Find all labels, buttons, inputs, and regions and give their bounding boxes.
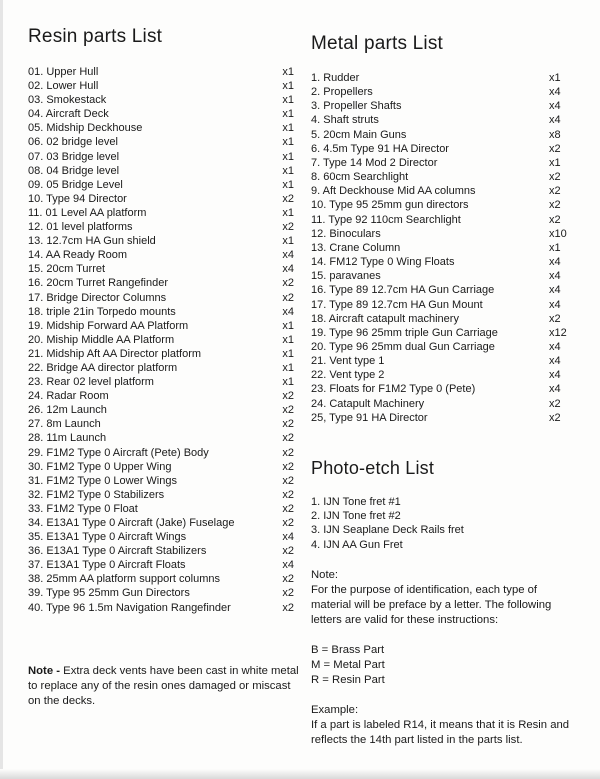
metal-part-row [311,99,571,113]
metal-part-row [311,241,571,255]
metal-part-name: 22. Vent type 2 [311,369,385,382]
identification-note [311,568,576,748]
resin-part-quantity: x2 [282,277,294,290]
resin-part-quantity: x1 [282,80,294,93]
resin-part-name: 39. Type 95 25mm Gun Directors [28,587,190,600]
resin-part-quantity: x2 [282,446,294,459]
metal-part-name: 13. Crane Column [311,241,401,254]
metal-part-row [311,283,571,297]
metal-part-name: 1. Rudder [311,72,360,84]
resin-part-row [28,234,296,248]
resin-part-quantity: x1 [282,164,294,177]
resin-part-name: 37. E13A1 Type 0 Aircraft Floats [28,559,186,572]
metal-part-quantity: x4 [549,100,561,113]
metal-part-quantity: x2 [549,213,561,226]
resin-part-row [28,319,296,333]
metal-part-quantity: x4 [549,270,561,283]
resin-part-name: 19. Midship Forward AA Platform [28,319,189,332]
metal-part-quantity: x8 [549,128,561,141]
resin-part-name: 34. E13A1 Type 0 Aircraft (Jake) Fuselage [28,517,235,529]
metal-part-row [311,85,571,99]
resin-part-row [28,192,296,206]
resin-part-quantity: x2 [282,291,294,304]
photoetch-list [311,495,576,552]
resin-part-row [28,417,296,431]
metal-part-name: 25, Type 91 HA Director [311,411,428,424]
resin-part-quantity: x2 [282,460,294,473]
resin-part-row [28,333,296,347]
metal-part-quantity: x4 [549,383,561,396]
metal-part-name: 21. Vent type 1 [311,355,385,368]
resin-part-row [28,361,296,375]
metal-part-name: 12. Binoculars [311,227,381,240]
resin-part-quantity: x1 [282,333,294,346]
metal-part-quantity: x1 [549,156,561,169]
resin-part-name: 27. 8m Launch [28,418,101,431]
metal-part-quantity: x2 [549,312,561,325]
resin-part-row [28,544,296,558]
resin-part-row [28,305,296,319]
metal-part-name: 19. Type 96 25mm triple Gun Carriage [311,326,498,339]
resin-part-row [28,530,296,544]
resin-part-name: 07. 03 Bridge level [28,150,120,163]
resin-part-quantity: x4 [282,531,294,544]
metal-part-name: 9. Aft Deckhouse Mid AA columns [311,185,476,198]
resin-part-name: 38. 25mm AA platform support columns [28,573,220,586]
resin-part-row [28,516,296,530]
resin-part-name: 04. Aircraft Deck [28,108,109,121]
metal-part-quantity: x2 [549,397,561,410]
resin-part-name: 35. E13A1 Type 0 Aircraft Wings [28,531,187,544]
metal-part-row [311,397,571,411]
metal-part-name: 15. paravanes [311,270,381,283]
resin-part-name: 13. 12.7cm HA Gun shield [28,235,156,248]
resin-part-name: 40. Type 96 1.5m Navigation Rangefinder [28,601,231,614]
metal-part-name: 6. 4.5m Type 91 HA Director [311,142,449,155]
metal-part-row [311,128,571,142]
resin-part-quantity: x2 [282,587,294,600]
resin-part-row [28,586,296,600]
metal-part-row [311,340,571,354]
resin-part-name: 28. 11m Launch [28,432,107,445]
metal-part-name: 3. Propeller Shafts [311,100,402,113]
resin-part-name: 29. F1M2 Type 0 Aircraft (Pete) Body [28,446,209,459]
resin-part-name: 32. F1M2 Type 0 Stabilizers [28,488,165,501]
resin-part-quantity: x2 [282,192,294,205]
metal-part-quantity: x2 [549,142,561,155]
metal-part-name: 14. FM12 Type 0 Wing Floats [311,256,455,269]
metal-parts-list [311,71,571,425]
resin-part-name: 08. 04 Bridge level [28,164,120,177]
resin-note [28,664,300,709]
metal-part-row [311,411,571,425]
resin-part-quantity: x2 [282,601,294,614]
metal-part-name: 16. Type 89 12.7cm HA Gun Carriage [311,284,495,297]
resin-part-quantity: x2 [282,418,294,431]
example-text: If a part is labeled R14, it means that it is Resin and reflects the 14th part listed in the parts list. [311,718,570,746]
resin-part-name: 09. 05 Bridge Level [28,178,123,191]
photoetch-section [311,458,576,748]
resin-part-quantity: x2 [282,404,294,417]
resin-part-row [28,375,296,389]
metal-part-name: 4. Shaft struts [311,114,379,127]
resin-part-row [28,121,296,135]
metal-part-row [311,368,571,382]
identification-note-label: Note: [311,568,339,581]
resin-part-name: 11. 01 Level AA platform [28,206,147,219]
resin-part-quantity: x2 [282,390,294,403]
metal-part-quantity: x4 [549,340,561,353]
metal-part-quantity: x1 [549,241,561,254]
resin-part-name: 31. F1M2 Type 0 Lower Wings [28,474,177,487]
metal-part-name: 10. Type 95 25mm gun directors [311,199,469,212]
resin-part-quantity: x2 [282,545,294,558]
resin-part-quantity: x1 [282,347,294,360]
resin-part-row [28,206,296,220]
resin-part-quantity: x1 [282,136,294,149]
resin-part-row [28,150,296,164]
code-brass: B = Brass Part [311,643,385,656]
resin-part-row [28,93,296,107]
resin-part-row [28,135,296,149]
resin-part-quantity: x2 [282,488,294,501]
resin-part-row [28,178,296,192]
metal-part-name: 24. Catapult Machinery [311,397,425,410]
metal-part-row [311,255,571,269]
resin-part-quantity: x4 [282,559,294,572]
resin-part-quantity: x4 [282,263,294,276]
resin-part-name: 01. Upper Hull [28,66,99,78]
metal-part-row [311,184,571,198]
resin-part-row [28,347,296,361]
resin-note-label: Note - [28,665,61,677]
resin-part-row [28,431,296,445]
resin-part-name: 12. 01 level platforms [28,221,133,234]
code-resin: R = Resin Part [311,673,385,686]
resin-part-quantity: x1 [282,206,294,219]
resin-part-quantity: x1 [282,108,294,121]
resin-part-quantity: x1 [282,178,294,191]
resin-part-name: 36. E13A1 Type 0 Aircraft Stabilizers [28,545,207,558]
resin-part-quantity: x2 [282,502,294,515]
metal-part-quantity: x1 [549,72,561,84]
identification-note-text: For the purpose of identification, each type of material will be preface by a letter. The following letters are valid for these instructions: [311,583,552,626]
metal-part-name: 20. Type 96 25mm dual Gun Carriage [311,340,495,353]
resin-note-text: Extra deck vents have been cast in white metal to replace any of the resin ones damaged or miscast on the decks. [28,665,299,707]
photoetch-item: 1. IJN Tone fret #1 [311,496,401,508]
resin-part-quantity: x2 [282,432,294,445]
metal-part-quantity: x4 [549,355,561,368]
metal-part-row [311,326,571,340]
resin-part-row [28,262,296,276]
code-metal: M = Metal Part [311,658,385,671]
metal-part-quantity: x4 [549,256,561,269]
metal-part-quantity: x10 [549,227,567,240]
metal-part-quantity: x4 [549,86,561,99]
resin-part-row [28,558,296,572]
resin-part-row [28,502,296,516]
metal-part-quantity: x12 [549,326,567,339]
resin-part-quantity: x1 [282,94,294,107]
metal-part-quantity: x2 [549,185,561,198]
resin-part-row [28,164,296,178]
resin-part-row [28,79,296,93]
resin-part-quantity: x2 [282,573,294,586]
photoetch-item: 2. IJN Tone fret #2 [311,510,401,523]
resin-part-name: 15. 20cm Turret [28,263,106,276]
resin-part-name: 30. F1M2 Type 0 Upper Wing [28,460,172,473]
metal-part-row [311,170,571,184]
page-edge-shadow [0,0,3,779]
metal-part-row [311,382,571,396]
metal-part-row [311,71,571,85]
metal-part-name: 7. Type 14 Mod 2 Director [311,156,438,169]
resin-part-row [28,601,296,615]
photoetch-item: 4. IJN AA Gun Fret [311,538,403,551]
photoetch-item: 3. IJN Seaplane Deck Rails fret [311,524,464,537]
resin-part-name: 24. Radar Room [28,390,109,403]
metal-part-row [311,156,571,170]
resin-part-name: 03. Smokestack [28,94,107,107]
metal-part-name: 17. Type 89 12.7cm HA Gun Mount [311,298,483,311]
resin-part-name: 05. Midship Deckhouse [28,122,143,135]
resin-part-name: 20. Miship Middle AA Platform [28,333,175,346]
photoetch-title: Photo-etch List [311,458,435,478]
metal-part-row [311,113,571,127]
resin-part-row [28,474,296,488]
metal-part-quantity: x2 [549,411,561,424]
resin-part-name: 21. Midship Aft AA Director platform [28,347,202,360]
resin-part-name: 26. 12m Launch [28,404,107,417]
metal-parts-section [311,33,571,425]
resin-part-quantity: x1 [282,235,294,248]
resin-parts-title: Resin parts List [28,26,163,47]
resin-part-row [28,403,296,417]
resin-part-name: 22. Bridge AA director platform [28,361,178,374]
resin-part-name: 06. 02 bridge level [28,136,118,149]
resin-part-row [28,460,296,474]
resin-part-quantity: x2 [282,517,294,529]
resin-part-row [28,389,296,403]
resin-part-row [28,291,296,305]
metal-part-name: 23. Floats for F1M2 Type 0 (Pete) [311,383,476,396]
metal-part-row [311,354,571,368]
resin-part-quantity: x4 [282,249,294,262]
metal-part-row [311,312,571,326]
resin-part-row [28,220,296,234]
metal-part-quantity: x4 [549,298,561,311]
metal-parts-title: Metal parts List [311,33,444,54]
metal-part-row [311,142,571,156]
resin-part-quantity: x1 [282,150,294,163]
metal-part-quantity: x4 [549,284,561,297]
resin-part-quantity: x1 [282,122,294,135]
resin-part-quantity: x1 [282,376,294,389]
resin-part-name: 23. Rear 02 level platform [28,376,154,389]
example-label: Example: [311,703,359,716]
resin-part-name: 02. Lower Hull [28,80,99,93]
resin-part-name: 10. Type 94 Director [28,192,127,205]
resin-part-quantity: x1 [282,319,294,332]
metal-part-name: 8. 60cm Searchlight [311,171,409,184]
resin-parts-section [28,26,296,615]
metal-part-row [311,213,571,227]
resin-part-quantity: x2 [282,474,294,487]
resin-part-row [28,572,296,586]
resin-part-row [28,65,296,79]
metal-part-name: 2. Propellers [311,86,373,99]
metal-part-row [311,227,571,241]
resin-part-name: 18. triple 21in Torpedo mounts [28,305,176,318]
metal-part-name: 11. Type 92 110cm Searchlight [311,213,461,226]
scan-bottom-edge [0,769,600,779]
metal-part-row [311,298,571,312]
resin-part-row [28,446,296,460]
metal-part-quantity: x4 [549,114,561,127]
resin-part-name: 16. 20cm Turret Rangefinder [28,277,169,290]
resin-part-name: 17. Bridge Director Columns [28,291,167,304]
metal-part-row [311,198,571,212]
metal-part-row [311,269,571,283]
metal-part-name: 18. Aircraft catapult machinery [311,312,459,325]
resin-part-quantity: x1 [282,66,294,78]
resin-part-quantity: x1 [282,361,294,374]
resin-part-row [28,276,296,290]
resin-part-quantity: x2 [282,221,294,234]
resin-part-name: 14. AA Ready Room [28,249,128,262]
metal-part-quantity: x4 [549,369,561,382]
resin-part-row [28,488,296,502]
resin-part-row [28,107,296,121]
metal-part-name: 5. 20cm Main Guns [311,128,407,141]
resin-part-name: 33. F1M2 Type 0 Float [28,502,138,515]
resin-part-quantity: x4 [282,305,294,318]
metal-part-quantity: x2 [549,171,561,184]
resin-part-row [28,248,296,262]
resin-parts-list [28,65,296,615]
metal-part-quantity: x2 [549,199,561,212]
